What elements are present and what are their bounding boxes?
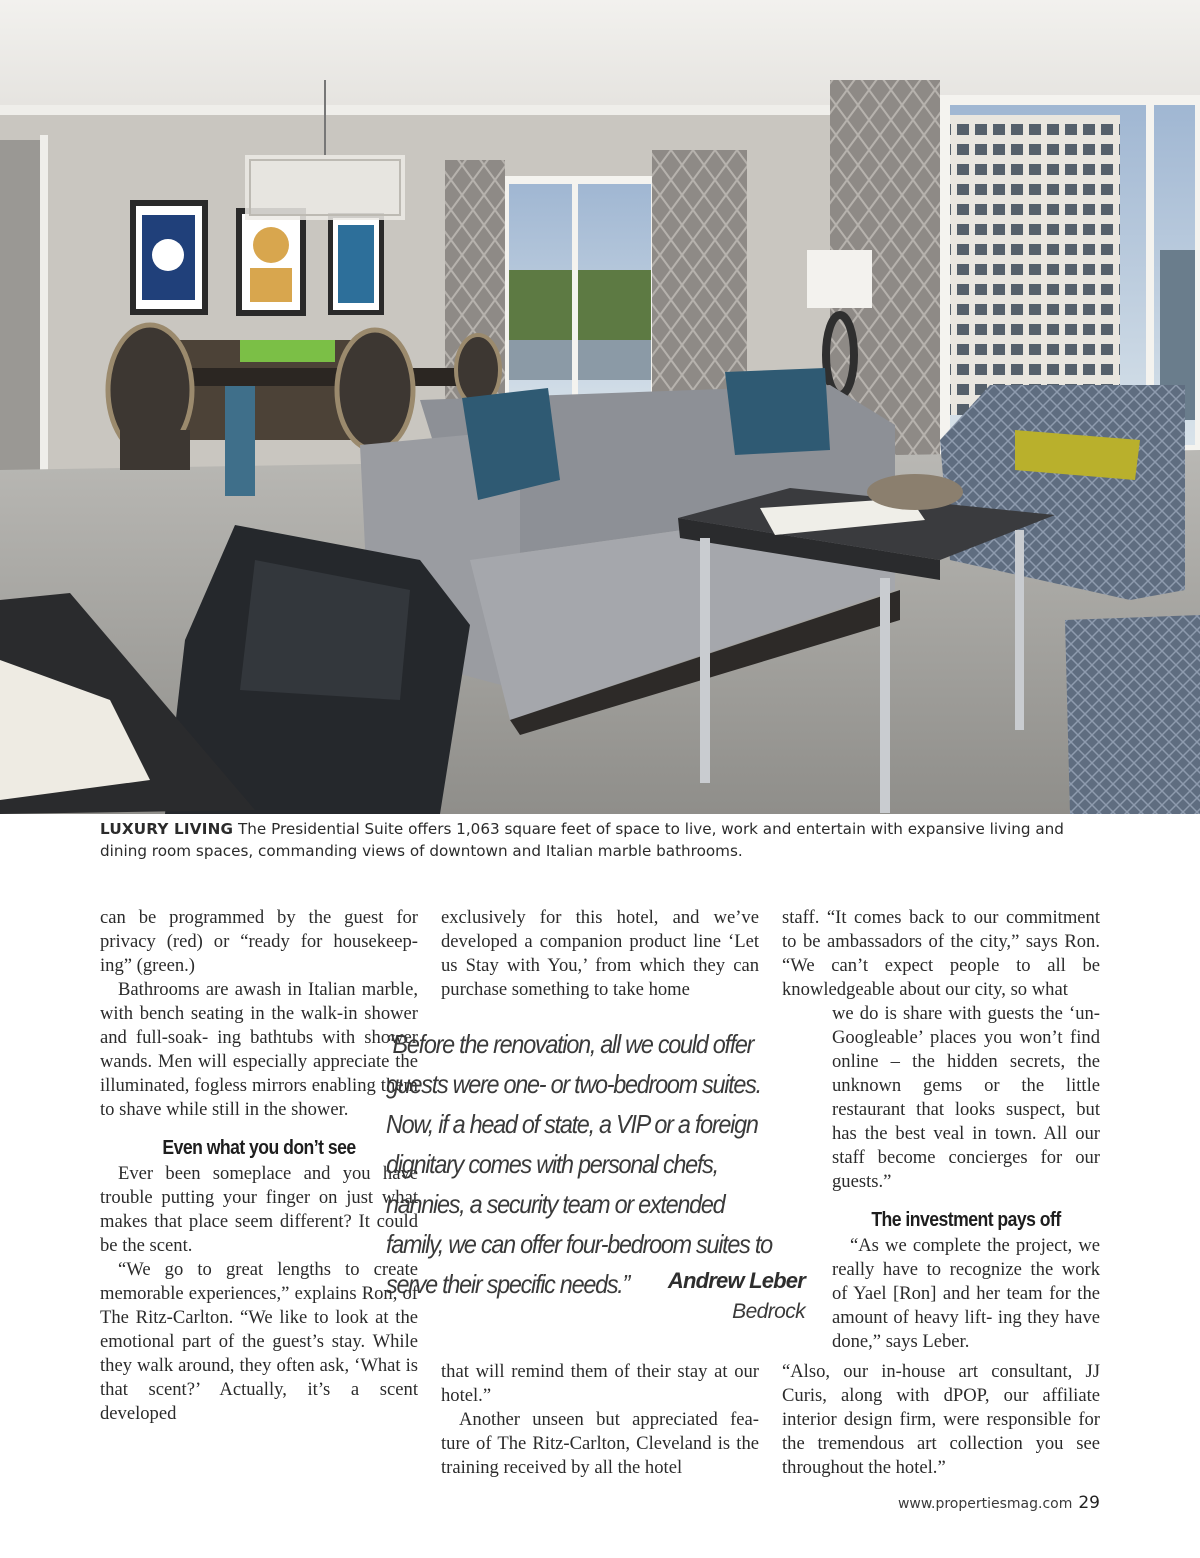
col3-subheading: The investment pays off bbox=[871, 1209, 1061, 1231]
column-2-top bbox=[441, 906, 759, 1002]
col3-paragraph-2: we do is share with guests the ‘un-Googleable’ places you won’t find online – the hidden secrets, the unknown gems or the little restaurant that looks suspect, but has the best veal in town. All our staff become concierges for our guests.” bbox=[832, 1003, 1100, 1192]
caption-lead: LUXURY LIVING bbox=[100, 820, 234, 838]
column-3-middle bbox=[832, 1002, 1100, 1354]
col1-paragraph-1: can be programmed by the guest for privacy (red) or “ready for housekeep- ing” (green.) bbox=[100, 907, 418, 976]
column-2-bottom bbox=[441, 1360, 759, 1480]
col2-paragraph-3: Another unseen but appreciated fea- ture of The Ritz-Carlton, Cleveland is the training received by all the hotel bbox=[441, 1409, 759, 1478]
column-3-bottom bbox=[782, 1360, 1100, 1480]
caption-text: The Presidential Suite offers 1,063 square feet of space to live, work and entertain with expansive living and dining room spaces, commanding views of downtown and Italian marble bathrooms. bbox=[100, 820, 1064, 860]
pull-quote-company: Bedrock bbox=[732, 1300, 805, 1323]
col1-subheading: Even what you don’t see bbox=[162, 1137, 356, 1159]
page-footer bbox=[898, 1493, 1100, 1513]
col1-paragraph-3: Ever been someplace and you have trouble putting your finger on just what makes that place seem different? It could be the scent. bbox=[100, 1163, 418, 1256]
photo-caption bbox=[100, 818, 1110, 862]
col1-paragraph-2: Bathrooms are awash in Italian marble, with bench seating in the walk-in shower and full-soak- ing bathtubs with shower wands. Men will especially appreciate the illuminated, fogless mirrors enabling them to shave while still in the shower. bbox=[100, 979, 418, 1120]
col1-paragraph-4: “We go to great lengths to create memorable experiences,” explains Ron, of The Ritz-Carlton. “We like to look at the emotional part of the guest’s stay. While they walk around, they often ask, ‘What is that scent?’ Actually, it’s a scent developed bbox=[100, 1259, 418, 1424]
col3-paragraph-4: “Also, our in-house art consultant, JJ Curis, along with dPOP, our affiliate interior design firm, were responsible for the tremendous art collection you see throughout the hotel.” bbox=[782, 1361, 1100, 1478]
footer-url: www.propertiesmag.com bbox=[897, 1496, 1073, 1512]
col3-paragraph-3: “As we complete the project, we really have to recognize the work of Yael [Ron] and her team for the amount of heavy lift- ing they have done,” says Leber. bbox=[832, 1235, 1100, 1352]
column-1 bbox=[100, 906, 418, 1426]
page-number: 29 bbox=[1078, 1493, 1100, 1513]
pull-quote: “Before the renovation, all we could offer guests were one- or two-bedroom suites. Now, if a head of state, a VIP or a foreign dignitary comes with personal chefs, nannies, a security team or extended family, we can offer four-bedroom suites to serve their specific needs.” bbox=[386, 1029, 772, 1299]
col2-paragraph-1: exclusively for this hotel, and we’ve developed a companion product line ‘Let us Stay with You,’ from which they can purchase something to take home bbox=[441, 907, 759, 1000]
column-3-top bbox=[782, 906, 1100, 1002]
col2-paragraph-2: that will remind them of their stay at our hotel.” bbox=[441, 1361, 759, 1406]
pull-quote-author: Andrew Leber bbox=[667, 1268, 805, 1293]
col3-paragraph-1: staff. “It comes back to our commitment to be ambassadors of the city,” says Ron. “We can’t expect people to all be knowledgeable about our city, so what bbox=[782, 907, 1100, 1000]
